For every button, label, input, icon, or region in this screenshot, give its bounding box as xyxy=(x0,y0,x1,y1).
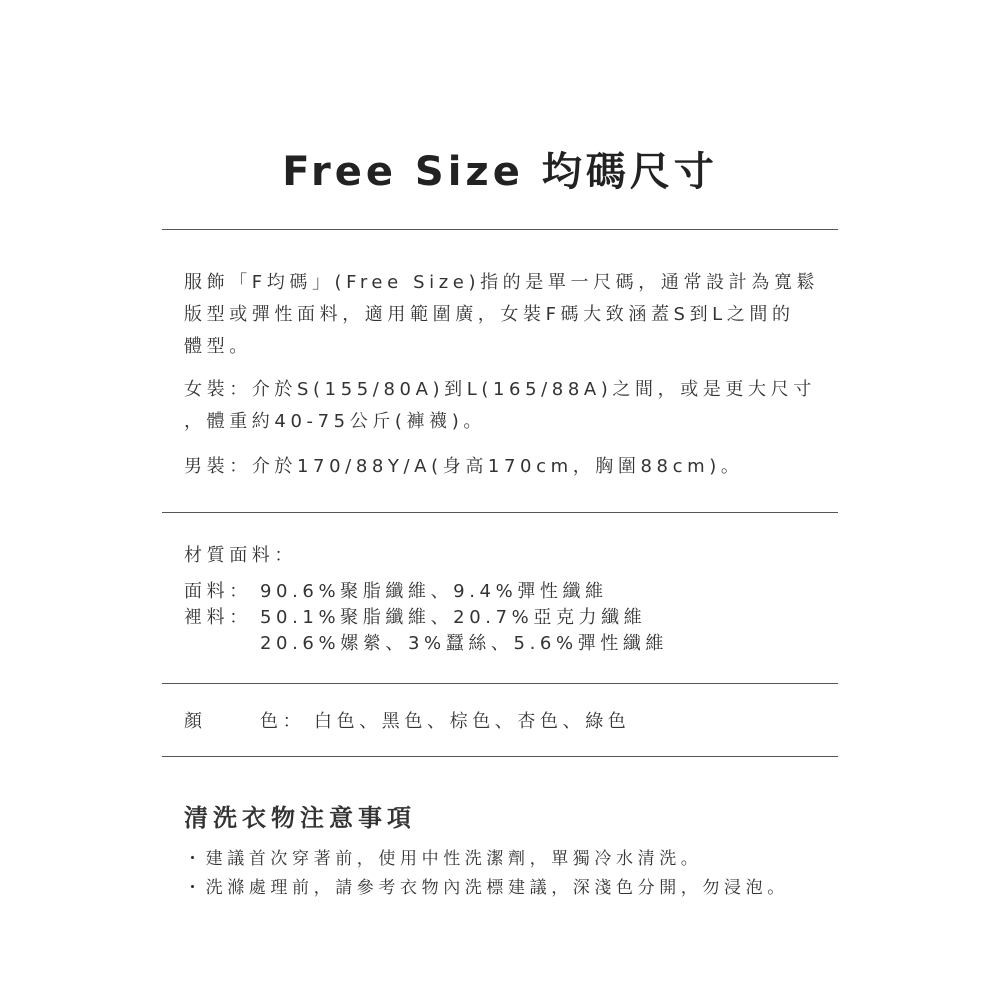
care-item: ・建議首次穿著前，使用中性洗潔劑，單獨冷水清洗。 xyxy=(184,849,703,869)
colors-label: 顏 xyxy=(184,711,207,732)
page-title: Free Size 均碼尺寸 xyxy=(282,149,718,195)
intro-line: 版型或彈性面料，適用範圍廣，女裝F碼大致涵蓋S到L之間的 xyxy=(184,304,795,325)
intro-line: 體型。 xyxy=(184,336,252,357)
materials-heading: 材質面料： xyxy=(184,545,297,566)
lining-label: 裡料： xyxy=(184,607,252,628)
colors-label: 色： xyxy=(260,711,306,732)
care-heading: 清洗衣物注意事項 xyxy=(184,804,416,832)
men-size-line: 男裝：介於170/88Y/A(身高170cm，胸圍88cm)。 xyxy=(184,456,744,477)
women-size-line: 女裝：介於S(155/80A)到L(165/88A)之間，或是更大尺寸 xyxy=(184,379,816,400)
fabric-label: 面料： xyxy=(184,581,252,602)
care-item: ・洗滌處理前，請參考衣物內洗標建議，深淺色分開，勿浸泡。 xyxy=(184,878,789,898)
intro-line: 服飾「F均碼」(Free Size)指的是單一尺碼，通常設計為寬鬆 xyxy=(184,272,820,293)
colors-value: 白色、黑色、棕色、杏色、綠色 xyxy=(314,711,631,732)
divider xyxy=(162,512,838,513)
divider xyxy=(162,756,838,757)
divider xyxy=(162,229,838,230)
lining-value: 50.1%聚脂纖維、20.7%亞克力纖維 xyxy=(260,607,647,628)
lining-value: 20.6%嫘縈、3%蠶絲、5.6%彈性纖維 xyxy=(260,633,669,654)
women-size-line: ，體重約40-75公斤(褲襪)。 xyxy=(184,411,486,432)
fabric-value: 90.6%聚脂纖維、9.4%彈性纖維 xyxy=(260,581,608,602)
divider xyxy=(162,683,838,684)
